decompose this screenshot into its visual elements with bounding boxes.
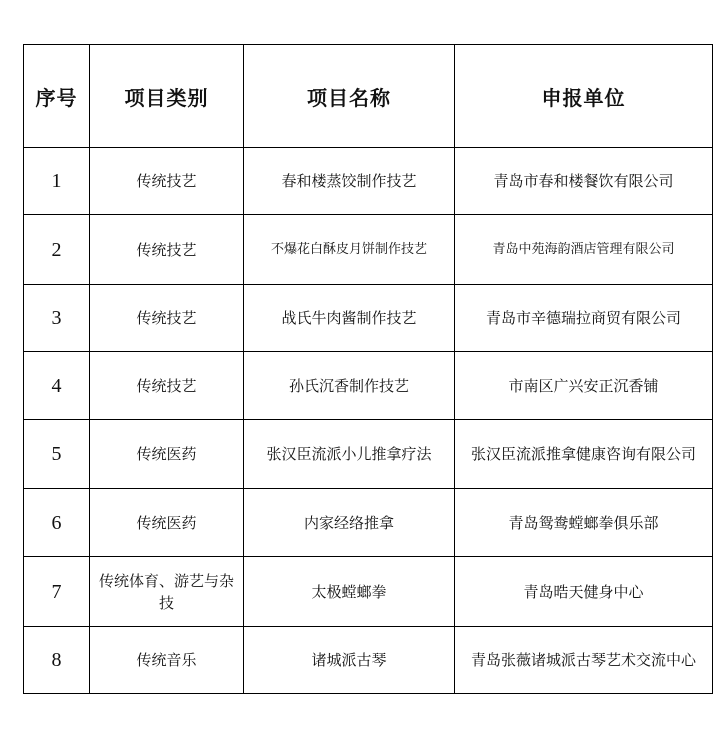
header-serial-number: 序号	[24, 45, 90, 148]
row-serial-number: 6	[24, 489, 90, 557]
row-serial-number: 8	[24, 627, 90, 694]
row-serial-number: 2	[24, 215, 90, 285]
table-row	[24, 627, 713, 694]
project-registry-table	[23, 44, 713, 694]
row-applicant-unit: 青岛鸳鸯螳螂拳俱乐部	[455, 489, 713, 557]
row-applicant-unit: 青岛中苑海韵酒店管理有限公司	[455, 215, 713, 285]
table-row	[24, 557, 713, 627]
row-project-category: 传统技艺	[90, 285, 244, 352]
row-project-category: 传统技艺	[90, 352, 244, 420]
row-applicant-unit: 青岛市辛德瑞拉商贸有限公司	[455, 285, 713, 352]
row-applicant-unit: 张汉臣流派推拿健康咨询有限公司	[455, 420, 713, 489]
header-applicant-unit: 申报单位	[455, 45, 713, 148]
row-project-name: 内家经络推拿	[244, 489, 455, 557]
row-project-name: 春和楼蒸饺制作技艺	[244, 148, 455, 215]
table-header-row	[24, 45, 713, 148]
table-row	[24, 285, 713, 352]
row-applicant-unit: 青岛晧天健身中心	[455, 557, 713, 627]
row-applicant-unit: 青岛市春和楼餐饮有限公司	[455, 148, 713, 215]
header-project-category: 项目类别	[90, 45, 244, 148]
table-row	[24, 352, 713, 420]
row-project-category: 传统技艺	[90, 148, 244, 215]
header-project-name: 项目名称	[244, 45, 455, 148]
row-serial-number: 3	[24, 285, 90, 352]
row-project-category: 传统音乐	[90, 627, 244, 694]
table-row	[24, 215, 713, 285]
row-serial-number: 5	[24, 420, 90, 489]
table-row	[24, 148, 713, 215]
row-project-category: 传统医药	[90, 489, 244, 557]
table-row	[24, 489, 713, 557]
table-row	[24, 420, 713, 489]
row-project-name: 不爆花白酥皮月饼制作技艺	[244, 215, 455, 285]
row-project-name: 张汉臣流派小儿推拿疗法	[244, 420, 455, 489]
row-applicant-unit: 市南区广兴安正沉香铺	[455, 352, 713, 420]
row-applicant-unit: 青岛张薇诸城派古琴艺术交流中心	[455, 627, 713, 694]
row-project-name: 太极螳螂拳	[244, 557, 455, 627]
row-project-category: 传统技艺	[90, 215, 244, 285]
row-project-name: 战氏牛肉酱制作技艺	[244, 285, 455, 352]
row-project-category: 传统体育、游艺与杂技	[90, 557, 244, 627]
row-serial-number: 4	[24, 352, 90, 420]
row-project-category: 传统医药	[90, 420, 244, 489]
row-project-name: 孙氏沉香制作技艺	[244, 352, 455, 420]
row-serial-number: 7	[24, 557, 90, 627]
row-serial-number: 1	[24, 148, 90, 215]
row-project-name: 诸城派古琴	[244, 627, 455, 694]
